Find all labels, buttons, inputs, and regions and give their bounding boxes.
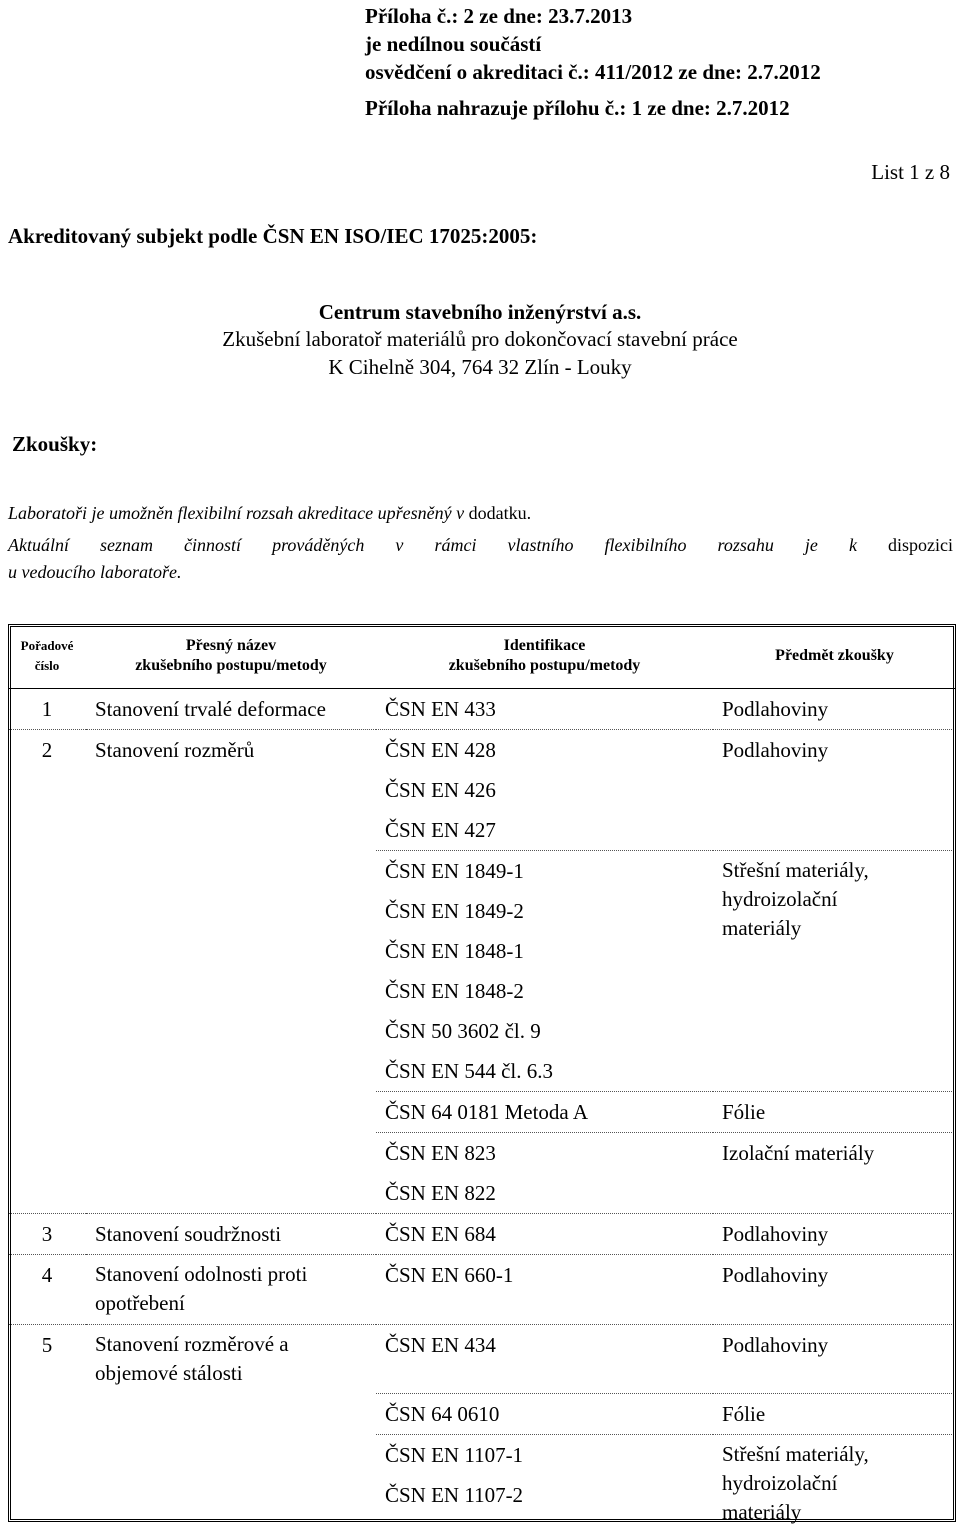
test-subject: Izolační materiály	[722, 1140, 875, 1165]
test-subject: Střešní materiály, hydroizolační materiály	[722, 857, 869, 940]
test-subject: Podlahoviny	[722, 737, 829, 762]
test-subject: Podlahoviny	[722, 1332, 829, 1357]
method-id: ČSN EN 684	[385, 1221, 496, 1246]
method-id: ČSN EN 426	[385, 777, 496, 802]
table-row: 3 Stanovení soudržnosti ČSN EN 684 Podlahoviny	[8, 1213, 956, 1254]
method-name: Stanovení odolnosti proti opotřebení	[95, 1261, 308, 1315]
test-subject: Podlahoviny	[722, 696, 829, 721]
activity-list-note: Aktuální seznam činností prováděných v rámci vlastního flexibilního rozsahu je k dispozici	[8, 535, 953, 555]
lab-name: Centrum stavebního inženýrství a.s.	[318, 300, 642, 324]
sheet-number: List 1 z 8	[871, 160, 950, 184]
table-row	[8, 850, 956, 1091]
method-name: Stanovení rozměrů	[95, 737, 255, 762]
method-id: ČSN EN 433	[385, 696, 496, 721]
tests-table	[8, 624, 956, 1524]
table-header-row	[8, 624, 956, 688]
method-name: Stanovení trvalé deformace	[95, 696, 326, 721]
test-subject: Podlahoviny	[722, 1221, 829, 1246]
table-row: 1 Stanovení trvalé deformace ČSN EN 433 Podlahoviny	[8, 688, 956, 729]
method-name: Stanovení soudržnosti	[95, 1221, 282, 1246]
method-id: ČSN EN 1848-2	[385, 978, 524, 1003]
header-order: Pořadové číslo	[8, 624, 86, 688]
table-row: 2 Stanovení rozměrů ČSN EN 428 ČSN EN 426 ČSN EN 427 Podlahoviny	[8, 729, 956, 850]
method-id: ČSN EN 822	[385, 1180, 496, 1205]
method-id: ČSN EN 427	[385, 817, 496, 842]
method-name: Stanovení rozměrové a objemové stálosti	[95, 1331, 289, 1385]
activity-list-note-cont: u vedoucího laboratoře.	[8, 562, 182, 582]
method-id: ČSN 64 0181 Metoda A	[385, 1099, 589, 1124]
header-method-name: Přesný název zkušebního postupu/metody	[86, 624, 376, 688]
tests-heading: Zkoušky:	[12, 432, 98, 456]
test-subject: Podlahoviny	[722, 1262, 829, 1287]
test-subject: Střešní materiály, hydroizolační materiály	[722, 1442, 869, 1524]
method-id: ČSN 50 3602 čl. 9	[385, 1018, 541, 1043]
annex-part-of-line: je nedílnou součástí	[365, 32, 542, 56]
annex-number-line: Příloha č.: 2 ze dne: 23.7.2013	[365, 4, 633, 28]
method-id: ČSN EN 428	[385, 737, 496, 762]
certificate-line: osvědčení o akreditaci č.: 411/2012 ze dne: 2.7.2012	[365, 60, 821, 84]
table-row	[8, 1435, 956, 1524]
replaces-annex-line: Příloha nahrazuje přílohu č.: 1 ze dne: 2.7.2012	[365, 96, 790, 120]
table-row: 5 Stanovení rozměrové a objemové stálosti ČSN EN 434 Podlahoviny	[8, 1324, 956, 1394]
method-id: ČSN EN 823	[385, 1140, 496, 1165]
flexible-scope-note: Laboratoři je umožněn flexibilní rozsah akreditace upřesněný v dodatku.	[8, 503, 532, 523]
method-id: ČSN EN 544 čl. 6.3	[385, 1058, 553, 1083]
table-row	[8, 1091, 956, 1132]
header-identification: Identifikace zkušebního postupu/metody	[376, 624, 713, 688]
method-id: ČSN EN 1107-2	[385, 1483, 524, 1507]
accredited-subject-heading: Akreditovaný subjekt podle ČSN EN ISO/IEC 17025:2005:	[8, 224, 538, 248]
method-id: ČSN EN 1107-1	[385, 1443, 524, 1467]
table-row: 4 Stanovení odolnosti proti opotřebení ČSN EN 660-1 Podlahoviny	[8, 1254, 956, 1324]
test-subject: Fólie	[722, 1402, 766, 1426]
method-id: ČSN EN 434	[385, 1332, 496, 1357]
header-test-subject: Předmět zkoušky	[713, 624, 956, 688]
method-id: ČSN EN 1849-2	[385, 898, 524, 923]
method-id: ČSN EN 1848-1	[385, 938, 524, 963]
table-row	[8, 1132, 956, 1213]
test-subject: Fólie	[722, 1099, 766, 1124]
lab-address: K Cihelně 304, 764 32 Zlín - Louky	[328, 355, 632, 379]
method-id: ČSN EN 1849-1	[385, 858, 524, 883]
method-id: ČSN EN 660-1	[385, 1262, 514, 1287]
lab-department: Zkušební laboratoř materiálů pro dokončovací stavební práce	[222, 327, 738, 351]
table-row	[8, 1394, 956, 1435]
method-id: ČSN 64 0610	[385, 1402, 500, 1426]
